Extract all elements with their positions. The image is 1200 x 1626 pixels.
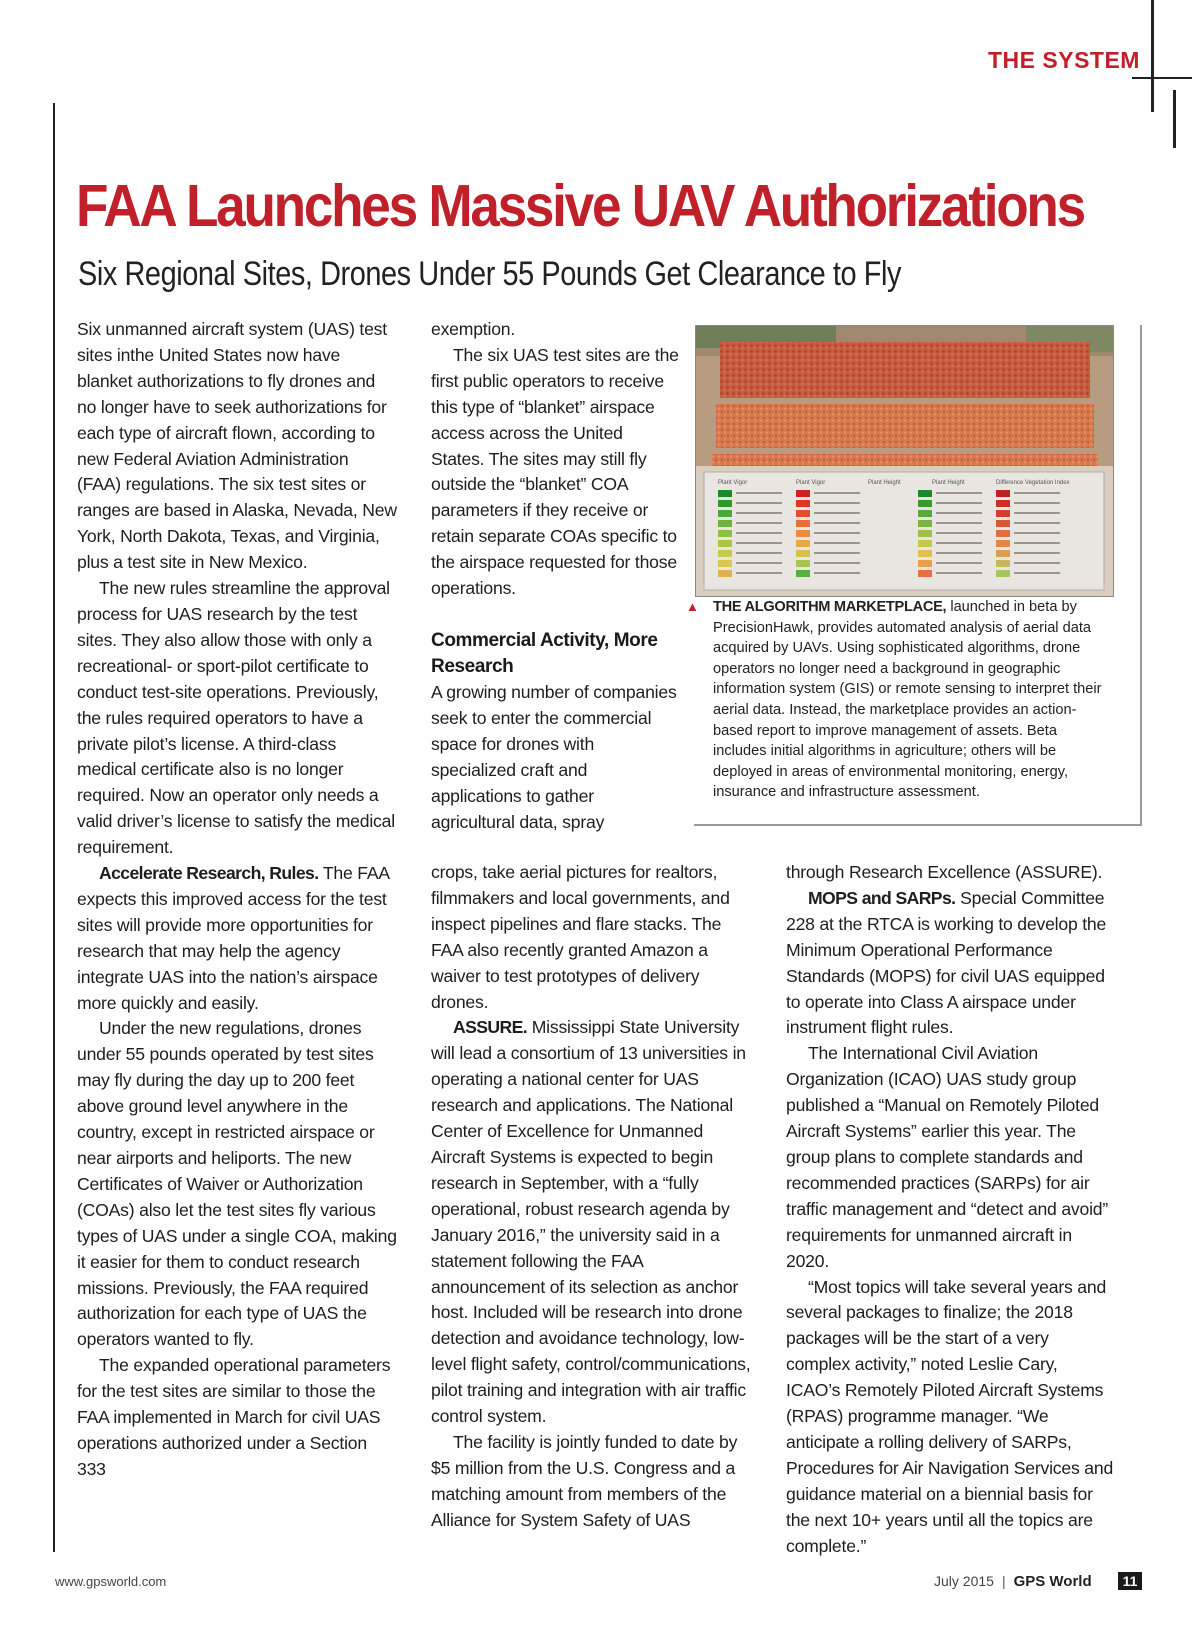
- legend-value-text: [736, 572, 782, 574]
- legend-swatch: [796, 540, 810, 547]
- legend-value-text: [1014, 552, 1060, 554]
- legend-value-text: [814, 572, 860, 574]
- paragraph: ASSURE. Mississippi State University will lead a consortium of 13 universities in operating a national center for UAS research and applications. The National Center of Excellence for Unmanned Aircraft Systems is expected to begin research in September, with a “fully operational, robust research agenda by January 2016,” the university said in a statement following the FAA announcement of its selection as anchor host. Included will be research into drone detection and avoidance technology, low-level flight safety, control/communications, pilot training and integration with air traffic control system.: [431, 1017, 751, 1427]
- legend-value-text: [814, 522, 860, 524]
- legend-value-text: [736, 522, 782, 524]
- paragraph: The new rules streamline the approval process for UAS research by the test sites. They also allow those with only a recreational- or sport-pilot certificate to conduct test-site operations. Previously, the rules required operators to have a private pilot’s license. A third-class medical certificate also is no longer required. Now an operator only needs a valid driver’s license to satisfy the medical requirement.: [77, 578, 395, 858]
- legend-header: Plant Vigor: [796, 480, 826, 486]
- run-in-heading: ASSURE.: [453, 1017, 528, 1038]
- legend-value-text: [936, 562, 982, 564]
- paragraph: Six unmanned aircraft system (UAS) test sites inthe United States now have blanket authorizations to fly drones and no longer have to seek authorizations for each type of aircraft flown, according to new Federal Aviation Administration (FAA) regulations. The six test sites or ranges are based in Alaska, Nevada, New York, North Dakota, Texas, and Virginia, plus a test site in New Mexico.: [77, 319, 397, 573]
- paragraph: The six UAS test sites are the first public operators to receive this type of “blanket” airspace access across the United States. The sites may still fly outside the “blanket” COA parameters if they receive or retain separate COAs specific to the airspace requested for those operations.: [431, 344, 679, 599]
- legend-swatch: [918, 540, 932, 547]
- legend-value-text: [814, 502, 860, 504]
- legend-value-text: [814, 552, 860, 554]
- legend-header: Plant Vigor: [718, 480, 748, 486]
- legend-value-text: [936, 512, 982, 514]
- legend-swatch: [996, 500, 1010, 507]
- top-right-vertical-rule: [1151, 0, 1154, 112]
- run-in-heading: MOPS and SARPs.: [808, 887, 956, 908]
- left-page-rule: [53, 103, 55, 1552]
- legend-swatch: [918, 520, 932, 527]
- paragraph: Under the new regulations, drones under 55 pounds operated by test sites may fly during the day up to 200 feet above ground level anywhere in the country, except in restricted airspace or near airports and heliports. The new Certificates of Waiver or Authorization (COAs) also let the test sites fly various types of UAS under a single COA, making it easier for them to conduct research missions. Previously, the FAA required authorization for each type of UAS the operators wanted to fly.: [77, 1018, 397, 1350]
- legend-swatch: [996, 550, 1010, 557]
- legend-header: Plant Height: [868, 480, 901, 486]
- paragraph: A growing number of companies seek to enter the commercial space for drones with specialized craft and applications to gather agricultural data, spray: [431, 681, 677, 832]
- legend-swatch: [718, 490, 732, 497]
- legend-swatch: [718, 560, 732, 567]
- legend-value-text: [736, 502, 782, 504]
- section-label: THE SYSTEM: [988, 47, 1140, 73]
- legend-value-text: [1014, 522, 1060, 524]
- footer-url: www.gpsworld.com: [55, 1574, 167, 1589]
- legend-value-text: [736, 542, 782, 544]
- page-number: 11: [1118, 1572, 1143, 1590]
- legend-swatch: [796, 550, 810, 557]
- legend-swatch: [918, 560, 932, 567]
- figure-caption: [687, 597, 1112, 803]
- legend-value-text: [814, 532, 860, 534]
- legend-swatch: [996, 540, 1010, 547]
- legend-value-text: [814, 542, 860, 544]
- article-subtitle: Six Regional Sites, Drones Under 55 Pounds Get Clearance to Fly: [78, 255, 901, 293]
- legend-value-text: [936, 542, 982, 544]
- legend-swatch: [718, 540, 732, 547]
- legend-swatch: [996, 510, 1010, 517]
- legend-value-text: [1014, 572, 1060, 574]
- legend-swatch: [718, 530, 732, 537]
- legend-swatch: [996, 520, 1010, 527]
- aerial-field-illustration: [696, 326, 1113, 596]
- legend-swatch: [718, 520, 732, 527]
- legend-value-text: [736, 562, 782, 564]
- legend-swatch: [918, 510, 932, 517]
- legend-swatch: [796, 510, 810, 517]
- legend-swatch: [996, 530, 1010, 537]
- legend-swatch: [718, 500, 732, 507]
- legend-swatch: [796, 560, 810, 567]
- caption-lead: THE ALGORITHM MARKETPLACE,: [713, 599, 947, 615]
- legend-value-text: [936, 572, 982, 574]
- paragraph: “Most topics will take several years and several packages to finalize; the 2018 packages will be the start of a very complex activity,” noted Leslie Cary, ICAO’s Remotely Piloted Aircraft Systems (RPAS) programme manager. “We anticipate a rolling delivery of SARPs, Procedures for Air Navigation Services and guidance material on a biennial basis for the next 10+ years until all the topics are complete.”: [786, 1276, 1114, 1556]
- legend-swatch: [918, 490, 932, 497]
- paragraph: The International Civil Aviation Organization (ICAO) UAS study group published a “Manual on Remotely Piloted Aircraft Systems” earlier this year. The group plans to complete standards and recommended practices (SARPs) for air traffic management and “detect and avoid” requirements for unmanned aircraft in 2020.: [786, 1043, 1109, 1271]
- paragraph: The facility is jointly funded to date by $5 million from the U.S. Congress and a matching amount from members of the Alliance for System Safety of UAS: [431, 1431, 738, 1530]
- legend-swatch: [796, 520, 810, 527]
- legend-value-text: [736, 492, 782, 494]
- paragraph: through Research Excellence (ASSURE).: [786, 862, 1103, 882]
- header-horizontal-rule: [1132, 77, 1192, 79]
- footer-info: [934, 1572, 1142, 1590]
- legend-value-text: [736, 512, 782, 514]
- section-heading: Commercial Activity, More Research: [431, 629, 658, 677]
- article-column-2-lower: [431, 860, 755, 1534]
- legend-swatch: [796, 570, 810, 577]
- legend-header: Plant Height: [932, 480, 965, 486]
- legend-value-text: [814, 492, 860, 494]
- legend-swatch: [918, 550, 932, 557]
- legend-swatch: [918, 570, 932, 577]
- legend-header: Difference Vegetation Index: [996, 480, 1070, 486]
- legend-value-text: [814, 512, 860, 514]
- legend-value-text: [1014, 532, 1060, 534]
- legend-value-text: [736, 532, 782, 534]
- paragraph: Accelerate Research, Rules. The FAA expects this improved access for the test sites will provide more opportunities for research that may help the agency integrate UAS into the nation’s airspace more quickly and easily.: [77, 863, 389, 1013]
- legend-swatch: [718, 570, 732, 577]
- legend-swatch: [718, 550, 732, 557]
- legend-value-text: [1014, 502, 1060, 504]
- aerial-field-image: [695, 325, 1114, 597]
- legend-value-text: [814, 562, 860, 564]
- legend-value-text: [736, 552, 782, 554]
- triangle-up-icon: ▲: [686, 599, 699, 614]
- paragraph: MOPS and SARPs. Special Committee 228 at the RTCA is working to develop the Minimum Operational Performance Standards (MOPS) for civil UAS equipped to operate into Class A airspace under instrument flight rules.: [786, 887, 1107, 1038]
- paragraph: crops, take aerial pictures for realtors, filmmakers and local governments, and inspect pipelines and flare stacks. The FAA also recently granted Amazon a waiver to test prototypes of delivery drones.: [431, 862, 730, 1012]
- article-title: FAA Launches Massive UAV Authorizations: [76, 173, 1084, 239]
- legend-swatch: [796, 500, 810, 507]
- legend-swatch: [918, 530, 932, 537]
- legend-swatch: [996, 570, 1010, 577]
- legend-value-text: [936, 502, 982, 504]
- footer-separator: |: [1001, 1573, 1006, 1589]
- legend-swatch: [996, 560, 1010, 567]
- legend-swatch: [996, 490, 1010, 497]
- issue-date: July 2015: [934, 1573, 994, 1589]
- legend-value-text: [1014, 542, 1060, 544]
- legend-value-text: [1014, 512, 1060, 514]
- right-page-rule: [1173, 90, 1176, 148]
- legend-swatch: [718, 510, 732, 517]
- paragraph: The expanded operational parameters for the test sites are similar to those the FAA implemented in March for civil UAS operations authorized under a Section 333: [77, 1355, 391, 1479]
- legend-value-text: [1014, 562, 1060, 564]
- article-column-3: [786, 860, 1116, 1559]
- legend-value-text: [936, 492, 982, 494]
- legend-swatch: [796, 530, 810, 537]
- legend-value-text: [936, 522, 982, 524]
- article-column-2-upper: [431, 317, 679, 835]
- legend-value-text: [936, 552, 982, 554]
- paragraph: exemption.: [431, 319, 516, 339]
- legend-value-text: [936, 532, 982, 534]
- magazine-name: GPS World: [1013, 1572, 1092, 1590]
- legend-swatch: [918, 500, 932, 507]
- caption-body: launched in beta by PrecisionHawk, provides automated analysis of aerial data acquired by UAVs. Using sophisticated algorithms, drone operators no longer need a background in geographic information system (GIS) or remote sensing to interpret their aerial data. Instead, the marketplace provides an action-based report to improve management of assets. Beta includes initial algorithms in agriculture; others will be deployed in areas of environmental monitoring, energy, insurance and infrastructure assessment.: [713, 599, 1102, 801]
- legend-swatch: [796, 490, 810, 497]
- run-in-heading: Accelerate Research, Rules.: [99, 863, 319, 884]
- legend-value-text: [1014, 492, 1060, 494]
- article-column-1: [77, 317, 397, 1483]
